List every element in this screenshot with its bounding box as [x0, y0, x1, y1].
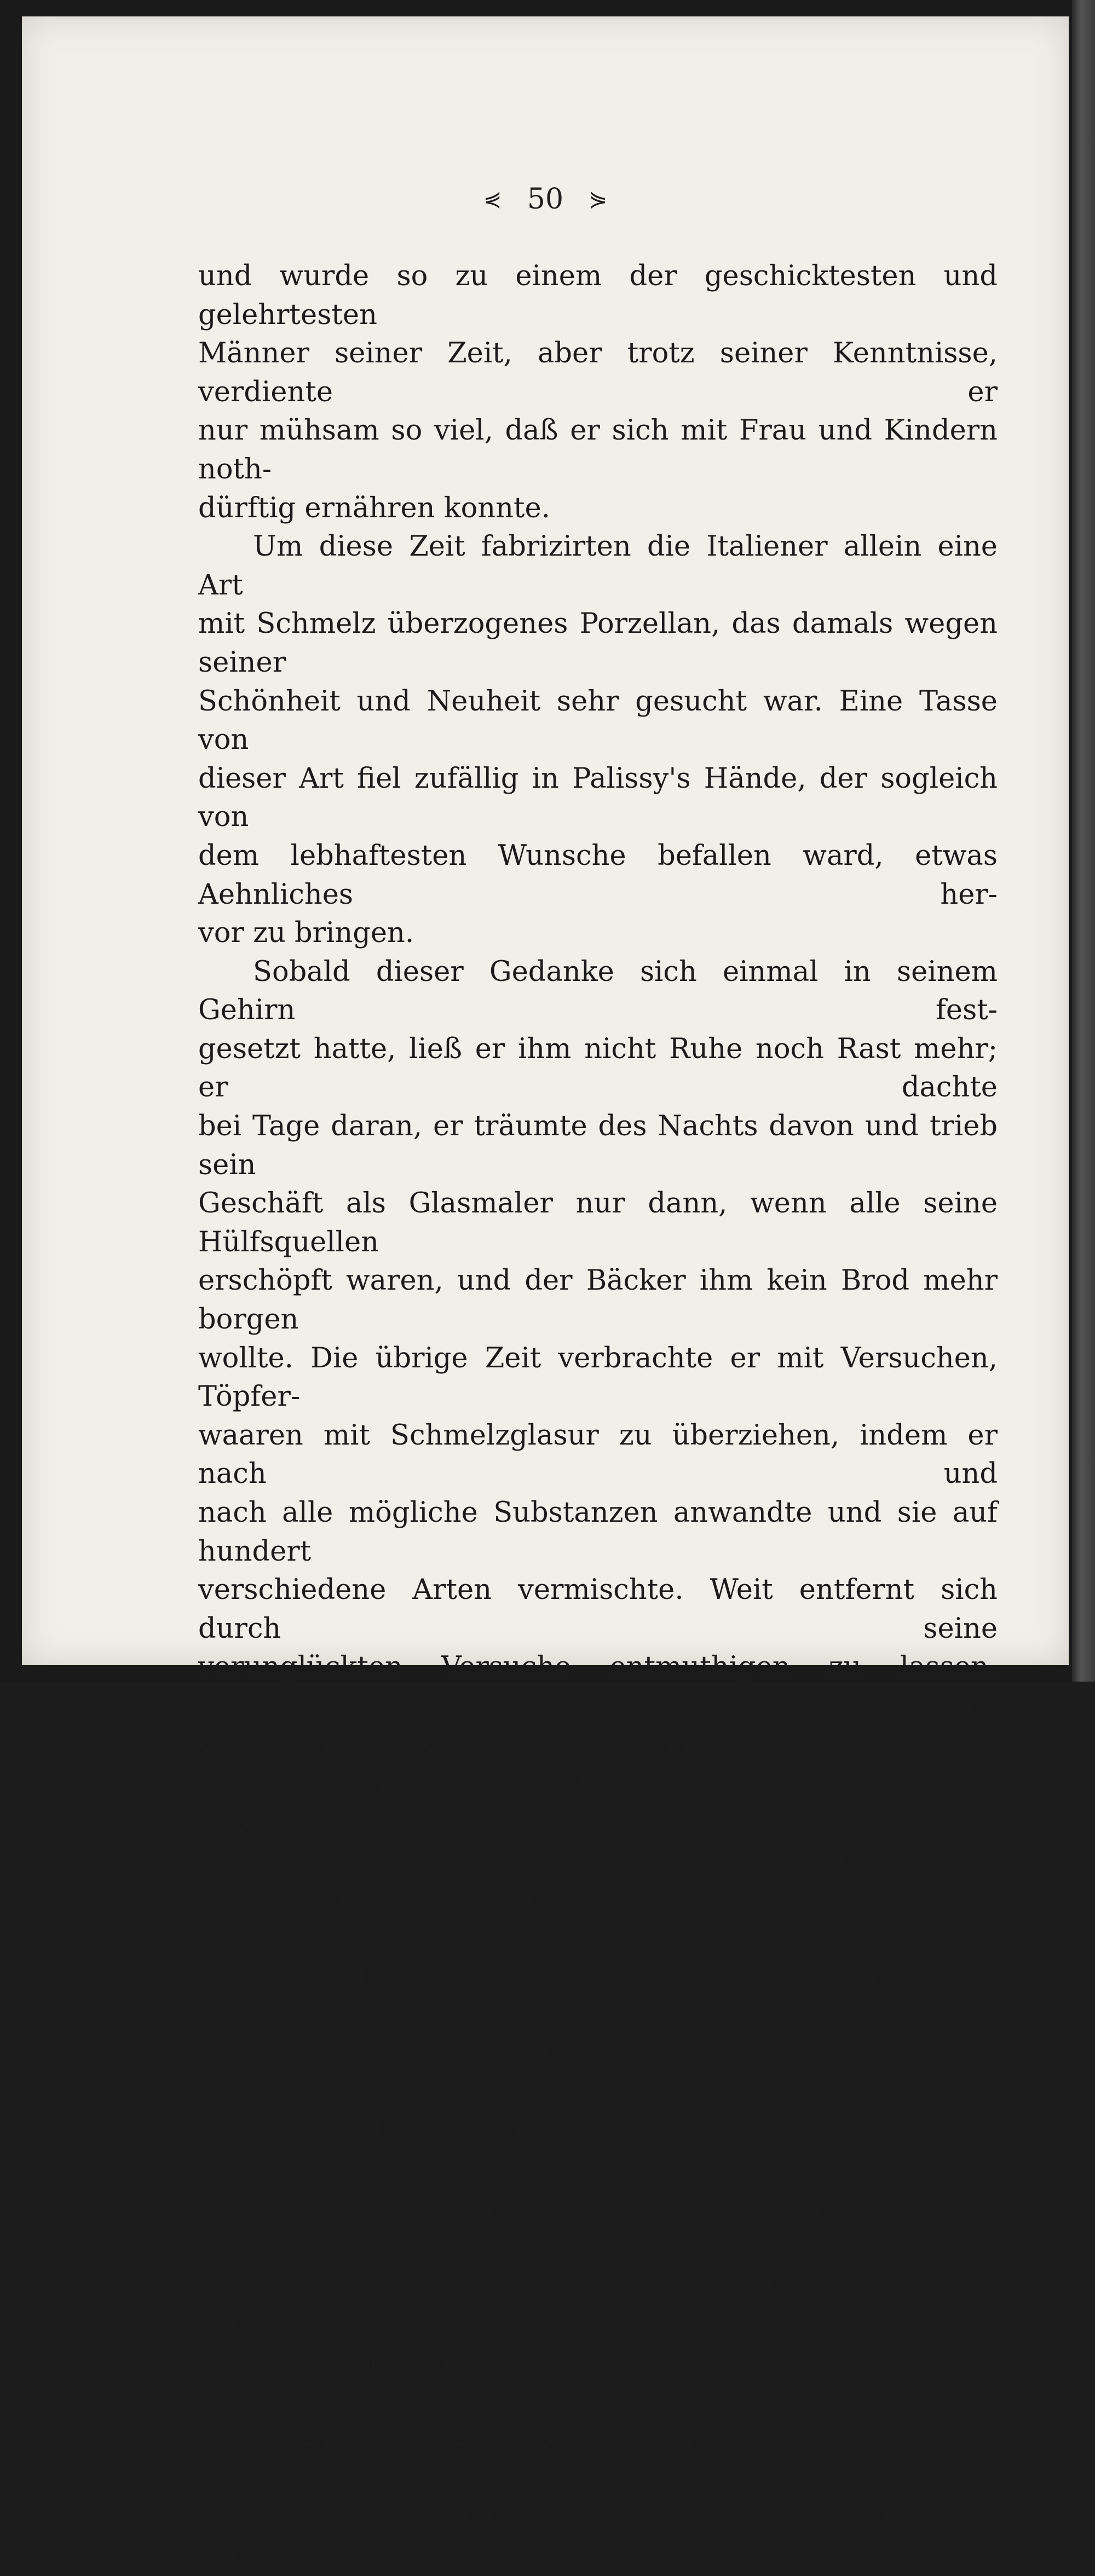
text-line: Sobald dieser Gedanke sich einmal in seinem Gehirn fest-: [198, 955, 998, 1027]
text-line: verunglückten Versuche entmuthigen zu lassen, verfolgte er sein: [198, 1651, 998, 1722]
text-line: nach alle mögliche Substanzen anwandte und sie auf hundert: [198, 1497, 998, 1568]
text-line: nur mühsam so viel, daß er sich mit Frau und Kindern noth-: [198, 414, 998, 486]
text-line: Geschäft als Glasmaler nur dann, wenn alle seine Hülfsquellen: [198, 1187, 998, 1258]
text-line: Männer seiner Zeit, aber trotz seiner Kenntnisse, verdiente er: [198, 337, 998, 408]
text-line: seiner Nachbarn und die Vorwürfe seiner Frau. Aus Mangel: [198, 2192, 998, 2263]
text-line: mit Schmelz überzogenes Porzellan, das damals wegen seiner: [198, 608, 998, 679]
text-line: und wurde so zu einem der geschicktesten und gelehrtesten: [198, 260, 998, 331]
text-line: waaren mit Schmelzglasur zu überziehen, indem er nach und: [198, 1419, 998, 1491]
book-page: [22, 16, 1069, 2573]
text-line: unaufhörlichen Quälereien das Leben recht sauer; aber Bern-: [198, 1960, 998, 2031]
text-line: dem lebhaftesten Wunsche befallen ward, etwas Aehnliches her-: [198, 839, 998, 911]
text-line: dieser Art fiel zufällig in Palissy's Hände, der sogleich von: [198, 762, 998, 834]
text-line: elend, daß er nicht mehr auszugehen wagte, um nicht dem: [198, 2501, 998, 2573]
text-line: mit einem Theil seiner Kleidungsstücke. Er war so arm und: [198, 2424, 998, 2495]
text-line: hard, der auf Gott vertraute und die Gewißheit des Gelingens: [198, 2037, 998, 2109]
ornament-right-icon: ⋟: [589, 186, 608, 212]
text-line: wollte. Die übrige Zeit verbrachte er mit Versuchen, Töpfer-: [198, 1342, 998, 1413]
page-header: [22, 172, 1069, 222]
text-line: in sich fühlte, ertrug im Stillen die verächtlichen Spöttereien: [198, 2115, 998, 2186]
text-line: schneidenden Worten ihr Elend vor und machte ihm durch ihre: [198, 1882, 998, 1954]
text-line: vor zu bringen.: [198, 917, 414, 950]
page-number: 50: [527, 182, 564, 216]
text-line: bei Tage daran, er träumte des Nachts davon und trieb sein: [198, 1110, 998, 1181]
ornament-left-icon: ⋞: [483, 186, 502, 212]
body-text: [198, 257, 998, 2576]
text-line: gesetzt hatte, ließ er ihm nicht Ruhe noch Rast mehr; er dachte: [198, 1032, 998, 1104]
text-line: dürftig ernähren konnte.: [198, 492, 550, 524]
text-line: Schönheit und Neuheit sehr gesucht war. Eine Tasse von: [198, 685, 998, 756]
text-line: Ziel mit unüberwindlicher Beharrlichkeit.: [198, 1728, 789, 1761]
book-edge: [1072, 0, 1095, 1682]
text-line: Um diese Zeit fabrizirten die Italiener allein eine Art: [198, 530, 998, 602]
text-line: erschöpft waren, und der Bäcker ihm kein Brod mehr borgen: [198, 1264, 998, 1336]
text-line: verschiedene Arten vermischte. Weit entfernt sich durch seine: [198, 1574, 998, 1645]
text-line: an Geld genöthigt den Tagelöhner zu entlassen, der ihm bei: [198, 2269, 998, 2341]
text-line: Statt ihm behülflich zu sein, verschrieen ihn seine Nach-: [198, 1767, 998, 1838]
text-line: barn als einen Narren; seine Frau warf ihm täglich mit: [198, 1844, 998, 1877]
text-line: seinen Arbeiten hülfreiche Hand geleistet hatte, bezahlte er ihn: [198, 2347, 998, 2418]
